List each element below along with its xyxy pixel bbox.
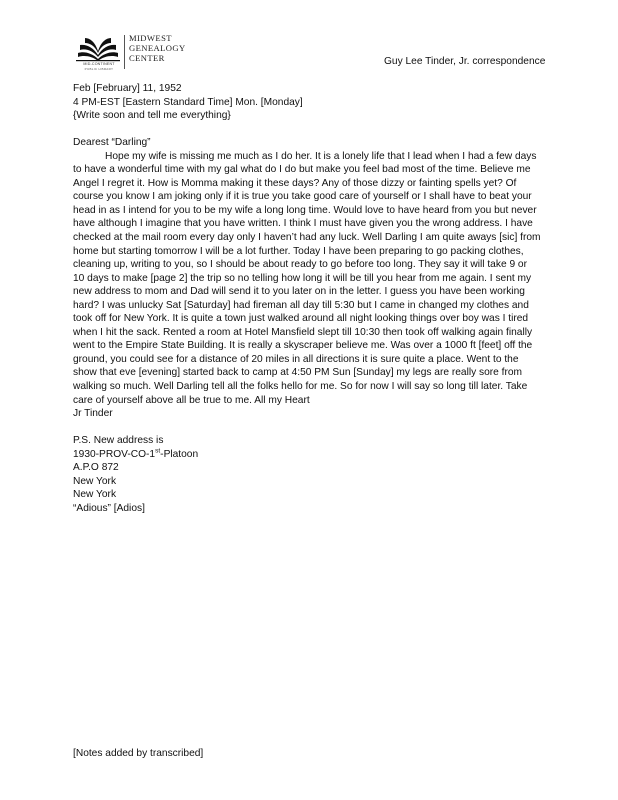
body-line: Angel I regret it. How is Momma making it these days? Any of those dizzy or fainting spells yet? Of [73,177,517,189]
body-line: care of yourself above all be true to me. All my Heart [73,394,310,406]
ps-address-suffix: -Platoon [160,448,199,460]
logo-divider [124,35,125,69]
ps-address-prefix: 1930-PROV-CO-1 [73,448,156,460]
body-line: when I hit the sack. Rented a room at Hotel Mansfield slept till 10:30 then took off walking again finally [73,326,533,338]
body-line: show that eve [evening] started back to camp at 4:50 PM Sun [Sunday] my legs are really sore from [73,367,523,379]
body-line: course you know I am joking only if it is true you take good care of yourself or I shall have to beat your [73,191,532,203]
ps-line: “Adious” [Adios] [73,502,145,514]
body-line: hard? I was unlucky Sat [Saturday] had fireman all day till 5:30 but I came in changed my clothes and [73,299,529,311]
transcriber-notes: [Notes added by transcribed] [73,748,204,759]
body-line: went to the Empire State Building. It is really a skyscraper believe me. Was over a 1000 ft [feet] off the [73,340,533,352]
body-line: ground, you could see for a distance of 20 miles in all directions it is sure quite a place. Went to the [73,353,519,365]
logo-line-2: GENEALOGY [129,43,186,53]
logo-line-1: MIDWEST [129,33,172,43]
collection-title: Guy Lee Tinder, Jr. correspondence [384,56,546,67]
body-line: cleaning up, writing to you, so I should be about ready to go before too long. They say it will take 9 or [73,259,527,271]
body-line: took off for New York. It is quite a town just walked around all night looking things over boy was I tired [73,313,529,325]
ps-line: New York [73,475,117,487]
ps-address-sup: st [155,447,161,455]
letter-transcription [73,82,548,516]
salutation: Dearest “Darling” [73,137,151,149]
body-line: 10 days to make [page 2] the trip so no telling how long it will be till you hear from me again. I sent my [73,272,532,284]
date-line: Feb [February] 11, 1952 [73,83,182,94]
letter-body [73,150,548,407]
ps-line: New York [73,489,117,501]
body-line: have although I imagine that you have written. I think I must have given you the wrong address. I have [73,218,533,230]
body-line: Hope my wife is missing me much as I do her. It is a lonely life that I lead when I had a few days [105,150,537,162]
body-line: home but starting tomorrow I will be a lot further. Today I have been preparing to go packing clothes, [73,245,524,257]
time-line: 4 PM-EST [Eastern Standard Time] Mon. [Monday] [73,96,303,108]
ps-address-line [73,448,548,462]
body-line: walking so much. Well Darling tell all the folks hello for me. So for now I will say so long till later. Take [73,381,528,393]
body-line: checked at the mail room every day only I haven’t had any luck. Well Darling I am quite aways [sic] from [73,232,541,244]
ps-line: A.P.O 872 [73,462,119,474]
logo-sub-line-2: PUBLIC LIBRARY [84,67,114,71]
body-line: new address to mom and Dad will send it to you later on in the letter. I guess you have been working [73,286,525,298]
body-line: to have a wonderful time with my gal what do I do but make you feel bad most of the time. Believe me [73,164,531,176]
ps-intro: P.S. New address is [73,435,164,447]
logo-wordmark [129,33,186,63]
logo-sub-line: MID-CONTINENT [83,62,115,66]
note-line: {Write soon and tell me everything} [73,110,231,122]
signature: Jr Tinder [73,408,113,420]
library-logo [76,33,206,73]
logo-line-3: CENTER [129,53,165,63]
body-line: head in as I intend for you to be my wife a long long time. Would love to have heard from you but never [73,204,537,216]
